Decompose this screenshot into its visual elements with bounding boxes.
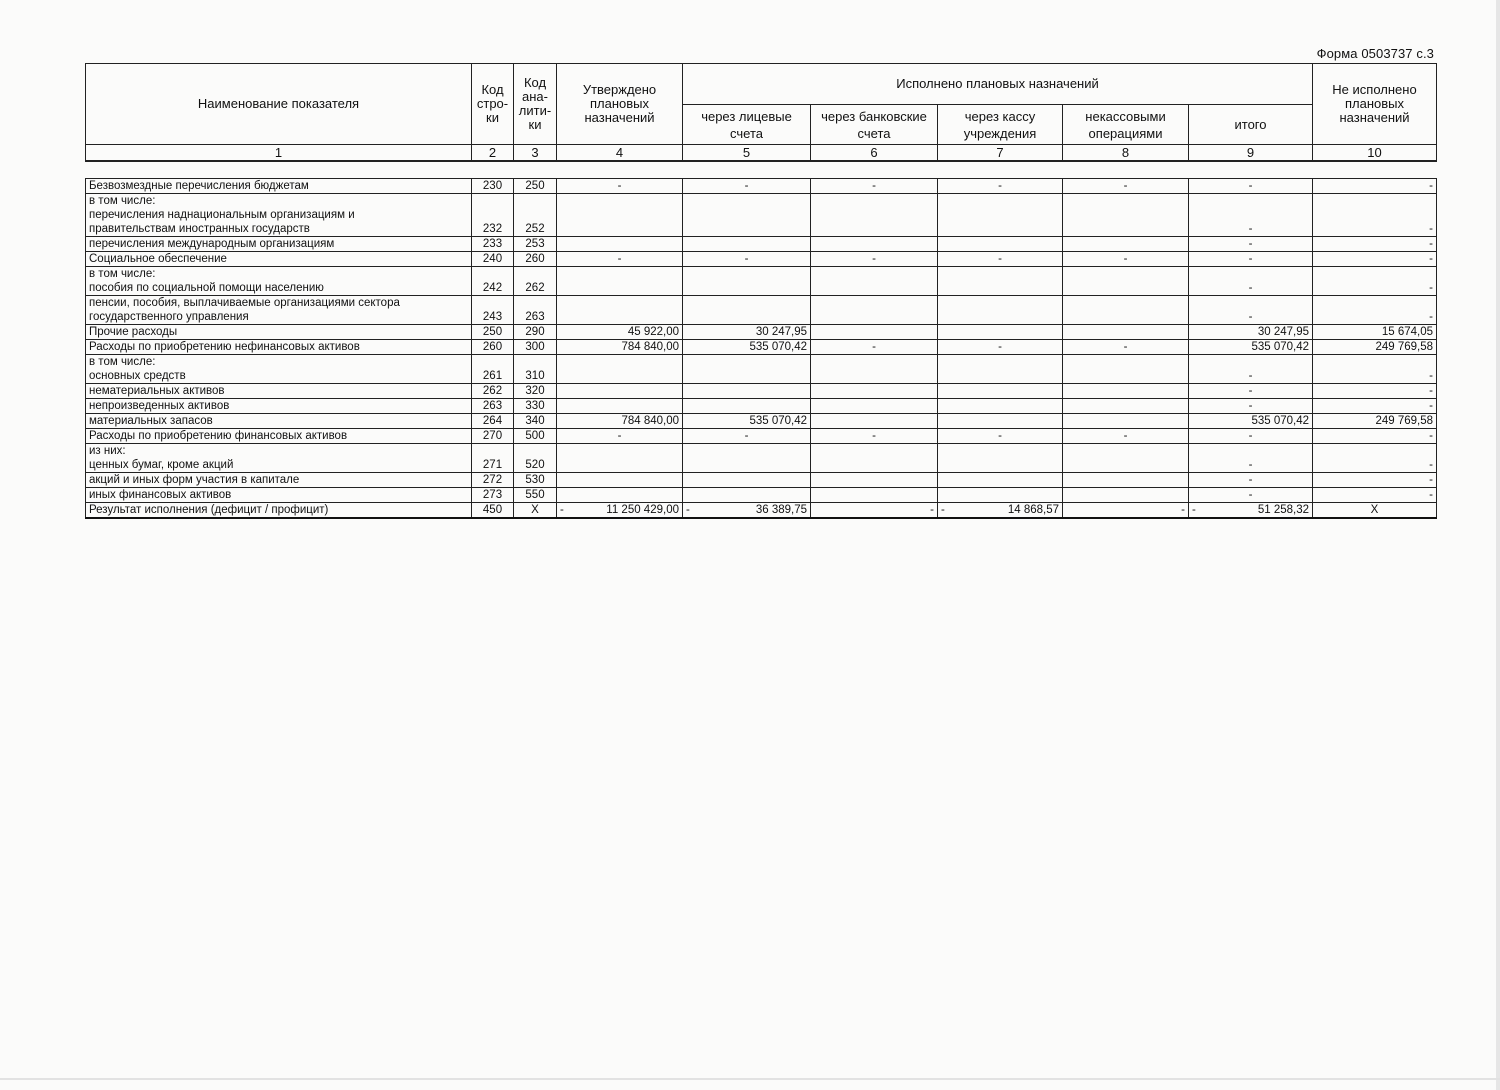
- total-value: -: [1189, 252, 1313, 267]
- total-value: 30 247,95: [1189, 325, 1313, 340]
- header-via-bank: через банковские счета: [811, 105, 938, 145]
- approved-value: [557, 444, 683, 473]
- total-value: [1189, 503, 1313, 519]
- noncash-value: [1063, 384, 1189, 399]
- cash-desk-value: [938, 503, 1063, 519]
- total-amount: 51 258,32: [1257, 504, 1309, 516]
- header-executed: Исполнено плановых назначений: [683, 64, 1313, 105]
- cash-desk-value: [938, 355, 1063, 384]
- noncash-value: -: [1063, 340, 1189, 355]
- cash-desk-value: [938, 473, 1063, 488]
- approved-value: [557, 296, 683, 325]
- cash-desk-amount: 14 868,57: [1007, 504, 1059, 516]
- cash-desk-value: -: [938, 252, 1063, 267]
- bank-accounts-value: [811, 355, 938, 384]
- result-row: [86, 503, 1437, 519]
- approved-value: 784 840,00: [557, 414, 683, 429]
- total-value: -: [1189, 488, 1313, 503]
- approved-value: [557, 503, 683, 519]
- analytic-code: 530: [514, 473, 557, 488]
- approved-value: [557, 473, 683, 488]
- row-code: 270: [472, 429, 514, 444]
- cash-desk-value: [938, 325, 1063, 340]
- noncash-value: [1063, 194, 1189, 237]
- analytic-code: 262: [514, 267, 557, 296]
- noncash-value: [1063, 296, 1189, 325]
- analytic-code: 300: [514, 340, 557, 355]
- column-numbers-row: [86, 145, 1437, 162]
- not-executed-value: -: [1313, 429, 1437, 444]
- minus-sign: -: [1192, 504, 1196, 516]
- row-name: материальных запасов: [86, 414, 472, 429]
- header-row-code: Код стро- ки: [472, 64, 514, 145]
- bank-accounts-value: [811, 488, 938, 503]
- row-name: Безвозмездные перечисления бюджетам: [86, 179, 472, 194]
- table-row: [86, 384, 1437, 399]
- analytic-code: 253: [514, 237, 557, 252]
- cash-desk-value: [938, 414, 1063, 429]
- header-approved: Утверждено плановых назначений: [557, 64, 683, 145]
- cash-desk-value: -: [938, 429, 1063, 444]
- approved-value: [557, 267, 683, 296]
- row-name: акций и иных форм участия в капитале: [86, 473, 472, 488]
- total-value: 535 070,42: [1189, 340, 1313, 355]
- approved-value: -: [557, 252, 683, 267]
- approved-value: -: [557, 429, 683, 444]
- row-name: перечисления международным организациям: [86, 237, 472, 252]
- row-name: из них: ценных бумаг, кроме акций: [86, 444, 472, 473]
- bank-accounts-value: -: [811, 179, 938, 194]
- total-value: -: [1189, 384, 1313, 399]
- total-value: -: [1189, 179, 1313, 194]
- row-code: 260: [472, 340, 514, 355]
- analytic-code: 310: [514, 355, 557, 384]
- analytic-code: 550: [514, 488, 557, 503]
- not-executed-value: -: [1313, 267, 1437, 296]
- column-number: 2: [472, 145, 514, 162]
- personal-accounts-value: [683, 384, 811, 399]
- not-executed-value: 249 769,58: [1313, 414, 1437, 429]
- cash-desk-value: [938, 237, 1063, 252]
- personal-accounts-value: 30 247,95: [683, 325, 811, 340]
- total-value: 535 070,42: [1189, 414, 1313, 429]
- row-name: в том числе: пособия по социальной помощи населению: [86, 267, 472, 296]
- personal-accounts-value: -: [683, 179, 811, 194]
- not-executed-value: X: [1313, 503, 1437, 519]
- row-code: 450: [472, 503, 514, 519]
- personal-accounts-value: -: [683, 429, 811, 444]
- header-analytic-code: Код ана- лити- ки: [514, 64, 557, 145]
- cash-desk-value: [938, 296, 1063, 325]
- table-row: [86, 473, 1437, 488]
- row-code: 250: [472, 325, 514, 340]
- bank-accounts-value: [811, 384, 938, 399]
- personal-accounts-value: [683, 267, 811, 296]
- page-edge: [1496, 0, 1500, 1090]
- personal-accounts-value: 535 070,42: [683, 340, 811, 355]
- personal-accounts-value: [683, 503, 811, 519]
- not-executed-value: -: [1313, 384, 1437, 399]
- header-name: Наименование показателя: [86, 64, 472, 145]
- table-row: [86, 325, 1437, 340]
- not-executed-value: 15 674,05: [1313, 325, 1437, 340]
- not-executed-value: -: [1313, 296, 1437, 325]
- row-name: Результат исполнения (дефицит / профицит): [86, 503, 472, 519]
- row-name: Расходы по приобретению нефинансовых активов: [86, 340, 472, 355]
- row-name: нематериальных активов: [86, 384, 472, 399]
- total-value: -: [1189, 473, 1313, 488]
- bank-accounts-value: [811, 325, 938, 340]
- cash-desk-value: [938, 384, 1063, 399]
- approved-value: 784 840,00: [557, 340, 683, 355]
- report-table: [85, 63, 1437, 519]
- personal-accounts-value: [683, 488, 811, 503]
- noncash-value: [1063, 399, 1189, 414]
- not-executed-value: -: [1313, 194, 1437, 237]
- row-code: 273: [472, 488, 514, 503]
- bank-accounts-value: [811, 473, 938, 488]
- cash-desk-value: [938, 399, 1063, 414]
- column-number: 1: [86, 145, 472, 162]
- noncash-value: [1063, 444, 1189, 473]
- row-code: 233: [472, 237, 514, 252]
- column-number: 4: [557, 145, 683, 162]
- page-edge-bottom: [0, 1078, 1500, 1080]
- bank-accounts-value: -: [811, 503, 938, 519]
- total-value: -: [1189, 429, 1313, 444]
- row-name: в том числе: основных средств: [86, 355, 472, 384]
- personal-accounts-value: [683, 355, 811, 384]
- row-code: 230: [472, 179, 514, 194]
- personal-accounts-value: [683, 237, 811, 252]
- approved-value: [557, 399, 683, 414]
- noncash-value: [1063, 325, 1189, 340]
- approved-value: [557, 488, 683, 503]
- not-executed-value: -: [1313, 473, 1437, 488]
- personal-accounts-value: [683, 296, 811, 325]
- noncash-value: -: [1063, 429, 1189, 444]
- table-row: [86, 399, 1437, 414]
- bank-accounts-value: [811, 296, 938, 325]
- approved-value: [557, 384, 683, 399]
- personal-accounts-value: 535 070,42: [683, 414, 811, 429]
- total-value: -: [1189, 444, 1313, 473]
- noncash-value: -: [1063, 252, 1189, 267]
- table-header: [86, 64, 1437, 162]
- minus-sign: -: [560, 504, 564, 516]
- row-name: Социальное обеспечение: [86, 252, 472, 267]
- cash-desk-value: [938, 194, 1063, 237]
- approved-amount: 11 250 429,00: [606, 504, 679, 516]
- noncash-value: [1063, 237, 1189, 252]
- header-total: итого: [1189, 105, 1313, 145]
- total-value: -: [1189, 194, 1313, 237]
- row-code: 240: [472, 252, 514, 267]
- not-executed-value: -: [1313, 355, 1437, 384]
- not-executed-value: -: [1313, 252, 1437, 267]
- approved-value: -: [557, 179, 683, 194]
- personal-accounts-value: -: [683, 252, 811, 267]
- table-row: [86, 179, 1437, 194]
- analytic-code: 330: [514, 399, 557, 414]
- table-body: [86, 161, 1437, 518]
- not-executed-value: 249 769,58: [1313, 340, 1437, 355]
- bank-accounts-value: [811, 194, 938, 237]
- analytic-code: X: [514, 503, 557, 519]
- approved-value: [557, 194, 683, 237]
- minus-sign: -: [941, 504, 945, 516]
- personal-accounts-amount: 36 389,75: [755, 504, 807, 516]
- column-number: 9: [1189, 145, 1313, 162]
- cash-desk-value: [938, 444, 1063, 473]
- total-value: -: [1189, 399, 1313, 414]
- analytic-code: 250: [514, 179, 557, 194]
- table-row: [86, 340, 1437, 355]
- row-name: в том числе: перечисления наднациональным организациям и правительствам иностранных государств: [86, 194, 472, 237]
- row-code: 242: [472, 267, 514, 296]
- not-executed-value: -: [1313, 237, 1437, 252]
- cash-desk-value: -: [938, 340, 1063, 355]
- column-number: 8: [1063, 145, 1189, 162]
- noncash-value: [1063, 488, 1189, 503]
- analytic-code: 290: [514, 325, 557, 340]
- not-executed-value: -: [1313, 444, 1437, 473]
- cash-desk-value: -: [938, 179, 1063, 194]
- analytic-code: 252: [514, 194, 557, 237]
- row-code: 271: [472, 444, 514, 473]
- not-executed-value: -: [1313, 179, 1437, 194]
- table-row: [86, 267, 1437, 296]
- column-number: 3: [514, 145, 557, 162]
- header-not-executed: Не исполнено плановых назначений: [1313, 64, 1437, 145]
- analytic-code: 260: [514, 252, 557, 267]
- table-row: [86, 194, 1437, 237]
- bank-accounts-value: -: [811, 340, 938, 355]
- analytic-code: 520: [514, 444, 557, 473]
- total-value: -: [1189, 355, 1313, 384]
- noncash-value: [1063, 414, 1189, 429]
- approved-value: [557, 355, 683, 384]
- row-code: 263: [472, 399, 514, 414]
- table-row: [86, 429, 1437, 444]
- bank-accounts-value: [811, 399, 938, 414]
- noncash-value: -: [1063, 179, 1189, 194]
- approved-value: [557, 237, 683, 252]
- row-name: пенсии, пособия, выплачиваемые организациями сектора государственного управления: [86, 296, 472, 325]
- row-code: 262: [472, 384, 514, 399]
- table-row: [86, 237, 1437, 252]
- row-name: непроизведенных активов: [86, 399, 472, 414]
- row-name: Прочие расходы: [86, 325, 472, 340]
- bank-accounts-value: -: [811, 429, 938, 444]
- column-number: 7: [938, 145, 1063, 162]
- row-name: Расходы по приобретению финансовых активов: [86, 429, 472, 444]
- form-code-label: Форма 0503737 с.3: [1316, 46, 1434, 61]
- spacer-row: [86, 161, 1437, 179]
- column-number: 6: [811, 145, 938, 162]
- not-executed-value: -: [1313, 399, 1437, 414]
- analytic-code: 500: [514, 429, 557, 444]
- personal-accounts-value: [683, 444, 811, 473]
- row-code: 243: [472, 296, 514, 325]
- cash-desk-value: [938, 267, 1063, 296]
- row-name: иных финансовых активов: [86, 488, 472, 503]
- personal-accounts-value: [683, 194, 811, 237]
- analytic-code: 320: [514, 384, 557, 399]
- header-noncash: некассовыми операциями: [1063, 105, 1189, 145]
- noncash-value: [1063, 473, 1189, 488]
- column-number: 5: [683, 145, 811, 162]
- bank-accounts-value: [811, 414, 938, 429]
- noncash-value: [1063, 355, 1189, 384]
- table-row: [86, 444, 1437, 473]
- not-executed-value: -: [1313, 488, 1437, 503]
- analytic-code: 263: [514, 296, 557, 325]
- table-row: [86, 355, 1437, 384]
- minus-sign: -: [686, 504, 690, 516]
- bank-accounts-value: [811, 237, 938, 252]
- table-row: [86, 414, 1437, 429]
- header-via-cash: через кассу учреждения: [938, 105, 1063, 145]
- row-code: 261: [472, 355, 514, 384]
- bank-accounts-value: [811, 444, 938, 473]
- approved-value: 45 922,00: [557, 325, 683, 340]
- noncash-value: -: [1063, 503, 1189, 519]
- bank-accounts-value: -: [811, 252, 938, 267]
- total-value: -: [1189, 296, 1313, 325]
- row-code: 272: [472, 473, 514, 488]
- total-value: -: [1189, 237, 1313, 252]
- row-code: 232: [472, 194, 514, 237]
- noncash-value: [1063, 267, 1189, 296]
- total-value: -: [1189, 267, 1313, 296]
- table-row: [86, 488, 1437, 503]
- analytic-code: 340: [514, 414, 557, 429]
- cash-desk-value: [938, 488, 1063, 503]
- personal-accounts-value: [683, 399, 811, 414]
- header-via-personal: через лицевые счета: [683, 105, 811, 145]
- table-row: [86, 296, 1437, 325]
- row-code: 264: [472, 414, 514, 429]
- column-number: 10: [1313, 145, 1437, 162]
- table-row: [86, 252, 1437, 267]
- personal-accounts-value: [683, 473, 811, 488]
- bank-accounts-value: [811, 267, 938, 296]
